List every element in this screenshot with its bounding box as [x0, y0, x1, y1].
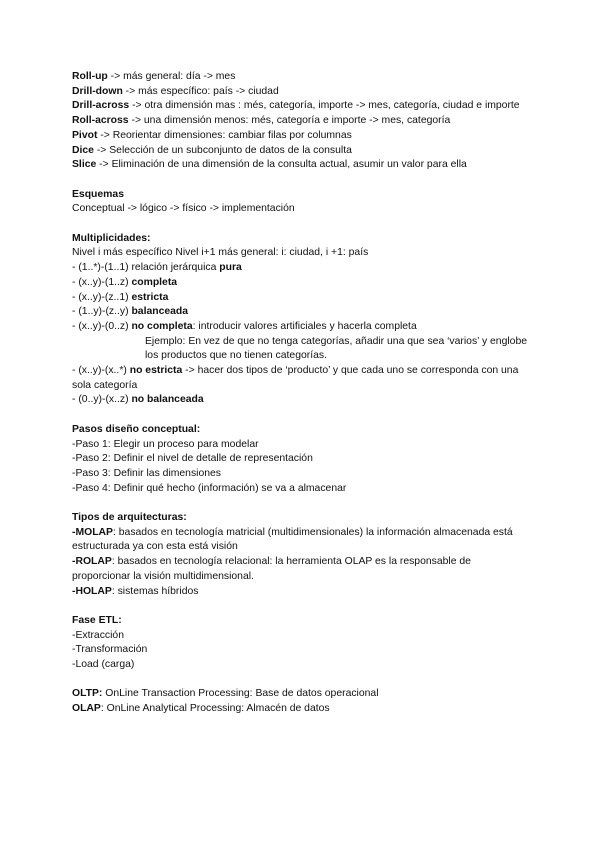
- op-drill-down: Drill-down -> más específico: país -> ciudad: [72, 85, 279, 97]
- spacer: [72, 496, 532, 511]
- list-item: - (x..y)-(z..1) estricta: [72, 291, 169, 303]
- spacer: [72, 673, 532, 688]
- list-item: - (x..y)-(0..z) no completa: introducir valores artificiales y hacerla completa: [72, 320, 417, 332]
- arch-rolap: -ROLAP: basados en tecnología relacional: la herramienta OLAP es la responsable de proporcionar la visión multidimensional.: [72, 556, 471, 582]
- esquemas-text: Conceptual -> lógico -> físico -> implementación: [72, 203, 295, 215]
- list-item: - (1..*)-(1..1) relación jerárquica pura: [72, 262, 242, 274]
- list-item: -Transformación: [72, 644, 148, 656]
- multiplicidades-intro: Nivel i más específico Nivel i+1 más general: i: ciudad, i +1: país: [72, 247, 369, 259]
- spacer: [72, 217, 532, 232]
- list-item: -Paso 3: Definir las dimensiones: [72, 467, 222, 479]
- op-drill-across: Drill-across -> otra dimensión mas : més, categoría, importe -> mes, categoría, ciudad e importe: [72, 100, 520, 112]
- list-item: -Paso 4: Definir qué hecho (información) se va a almacenar: [72, 482, 347, 494]
- op-roll-up: Roll-up -> más general: día -> mes: [72, 71, 236, 82]
- list-item: -Load (carga): [72, 659, 135, 671]
- op-roll-across: Roll-across -> una dimensión menos: més, categoría e importe -> mes, categoría: [72, 115, 451, 127]
- section-heading: Fase ETL:: [72, 614, 122, 626]
- section-heading: Tipos de arquitecturas:: [72, 512, 187, 524]
- op-pivot: Pivot -> Reorientar dimensiones: cambiar filas por columnas: [72, 129, 352, 141]
- list-item: -Extracción: [72, 629, 124, 641]
- def-olap: OLAP: OnLine Analytical Processing: Almacén de datos: [72, 703, 330, 715]
- list-item: - (1..y)-(z..y) balanceada: [72, 306, 189, 318]
- list-item: - (0..y)-(x..z) no balanceada: [72, 394, 204, 406]
- def-oltp: OLTP: OnLine Transaction Processing: Base de datos operacional: [72, 688, 379, 700]
- spacer: [72, 173, 532, 188]
- list-item: -Paso 1: Elegir un proceso para modelar: [72, 438, 259, 450]
- section-etl: [72, 614, 532, 673]
- list-item: -Paso 2: Definir el nivel de detalle de representación: [72, 453, 313, 465]
- olap-operations: [72, 70, 532, 173]
- section-arquitecturas: [72, 511, 532, 599]
- section-heading: Esquemas: [72, 188, 124, 200]
- list-item: - (x..y)-(x..*) no estricta -> hacer dos tipos de ‘producto’ y que cada uno se corresponda con una sola categoría: [72, 365, 519, 391]
- section-pasos: [72, 423, 532, 497]
- section-multiplicidades: [72, 232, 532, 408]
- op-slice: Slice -> Eliminación de una dimensión de la consulta actual, asumir un valor para ella: [72, 159, 467, 171]
- op-dice: Dice -> Selección de un subconjunto de datos de la consulta: [72, 144, 352, 156]
- arch-holap: -HOLAP: sistemas híbridos: [72, 585, 199, 597]
- spacer: [72, 408, 532, 423]
- spacer: [72, 599, 532, 614]
- section-heading: Multiplicidades:: [72, 232, 151, 244]
- arch-molap: -MOLAP: basados en tecnología matricial (multidimensionales) la información almacenada está estructurada ya con esta está visión: [72, 526, 513, 553]
- section-definiciones: [72, 687, 532, 716]
- section-esquemas: [72, 188, 532, 217]
- list-item: - (x..y)-(1..z) completa: [72, 276, 178, 288]
- document-page: [72, 70, 532, 717]
- example-note: Ejemplo: En vez de que no tenga categorías, añadir una que sea ‘varios’ y englobe los productos que no tienen categorías.: [145, 335, 528, 362]
- section-heading: Pasos diseño conceptual:: [72, 423, 201, 435]
